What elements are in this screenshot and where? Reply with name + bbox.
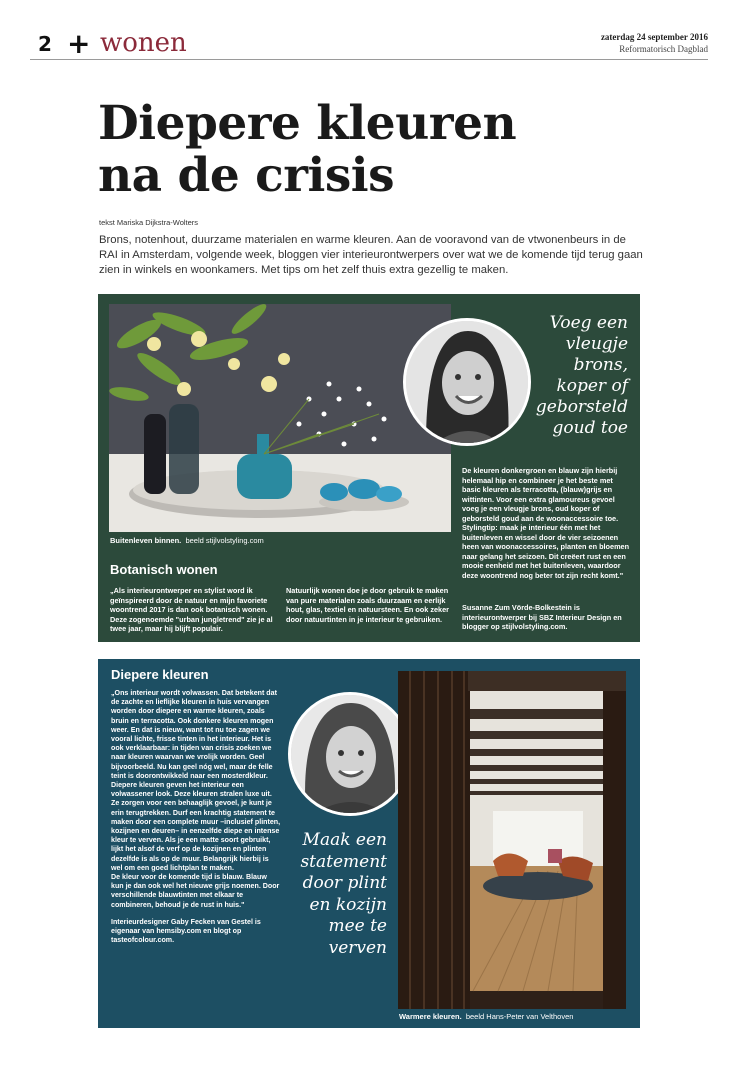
intro-text: Brons, notenhout, duurzame materialen en warme kleuren. Aan de vooravond van de vtwonenbeurs in de RAI in Amsterdam, volgende week, bloggen vier interieurontwerpers over wat we de komende tijd terug gaan zien in winkels en woonkamers. Met tips om het zelf thuis extra gezellig te maken. bbox=[99, 234, 643, 276]
quote-line: Maak een bbox=[302, 830, 387, 850]
interior-photo-image bbox=[398, 671, 626, 1009]
portrait-image bbox=[406, 321, 528, 443]
page-number: 2 bbox=[38, 32, 52, 56]
section-heading-botanisch: Botanisch wonen bbox=[110, 562, 218, 577]
interior-photo bbox=[398, 671, 626, 1009]
quote-line: goud toe bbox=[552, 418, 628, 438]
section-heading-diepere: Diepere kleuren bbox=[111, 667, 209, 682]
headline-line-1: Diepere kleuren bbox=[98, 96, 517, 151]
author-portrait-gaby bbox=[288, 692, 412, 816]
diepere-paragraph-3: De kleur voor de komende tijd is blauw. Blauw kun je dan ook wel het nieuwe grijs noemen. Door verschillende blauwtinten met elkaar te combineren, behoud je de rust in huis." bbox=[111, 873, 280, 909]
botanisch-column-2: Natuurlijk wonen doe je door gebruik te maken van pure materialen zoals duurzaam en eerlijk hout, glas, textiel en natuursteen. En ook zeker door natuurtinten in je interieur te gebruiken. bbox=[286, 586, 450, 624]
botanisch-column-3: De kleuren donkergroen en blauw zijn hierbij helemaal hip en combineer je het beste met basic kleuren als terracotta, (blauw)grijs en wittinten. Voor een extra glamoureus gevoel voeg je een vleugje brons, oud koper of geborsteld goud aan de woonaccessoire toe. Stylingtip: maak je interieur één met het buitenleven en wissel door de vier seizoenen heen van woonaccessoires, planten en bloemen naar gelang het seizoen. Dit creëert rust en een mooie eenheid met het buitenleven, waardoor deze woontrend nog beter tot zijn recht komt." bbox=[462, 466, 630, 580]
photo-credit: beeld stijlvolstyling.com bbox=[185, 536, 264, 545]
quote-line: en kozijn bbox=[309, 894, 387, 915]
diepere-paragraph-2: Diepere kleuren geven het interieur een volwassener look. Deze kleuren stralen luxe uit. Ze zorgen voor een behaaglijk gevoel, je kunt je erin terugtrekken. Durf een krachtig statement te maken door een complete muur –inclusief plinten, kozijnen en deuren– in eenzelfde diepe en intense kleur te verven. Als je een matte soort gebruikt, lijkt het alsof de verf op de kozijnen en plinten dezelfde is als op de muur. Belangrijk hierbij is wel om een goed lichtplan te maken. bbox=[111, 781, 281, 872]
diepere-paragraph-1: „Ons interieur wordt volwassen. Dat betekent dat de zachte en lieflijke kleuren in huis vervangen worden door diepere en warme kleuren, zoals bruin en terracotta. Ook donkere kleuren mogen weer. En dat is nieuw, want tot nu toe zagen we vooral lichte, frisse tinten in het interieur. Het is ook verklaarbaar: in tijden van crisis zoeken we naar kleuren waarvan we vrolijk worden. Geel bijvoorbeeld. Nu kan geel nóg wel, maar de felle teint is doorontwikkeld naar een mosterdkleur. bbox=[111, 689, 277, 780]
issue-date: zaterdag 24 september 2016 bbox=[600, 32, 708, 42]
caption-title: Warmere kleuren. bbox=[399, 1012, 462, 1021]
interior-photo-caption bbox=[399, 1012, 573, 1021]
section-title: wonen bbox=[100, 28, 187, 58]
quote-line: koper of bbox=[556, 376, 628, 396]
diepere-column bbox=[111, 689, 281, 945]
portrait-image bbox=[291, 695, 409, 813]
author-bio-susanne: Susanne Zum Vörde-Bolkestein is interieurontwerper bij SBZ Interieur Design en blogger op stijlvolstyling.com. bbox=[462, 603, 622, 631]
botanical-photo bbox=[109, 304, 451, 532]
author-portrait-susanne bbox=[403, 318, 531, 446]
plus-logo-icon: + bbox=[67, 27, 91, 60]
quote-line: Voeg een bbox=[549, 313, 628, 333]
pull-quote-brons bbox=[520, 313, 628, 439]
pull-quote-statement bbox=[284, 830, 387, 959]
headline-line-2: na de crisis bbox=[98, 148, 395, 203]
quote-line: geborsteld bbox=[535, 397, 628, 417]
caption-title: Buitenleven binnen. bbox=[110, 536, 182, 545]
byline: tekst Mariska Dijkstra-Wolters bbox=[99, 218, 199, 227]
quote-line: verven bbox=[328, 937, 387, 958]
photo-credit: beeld Hans-Peter van Velthoven bbox=[465, 1012, 574, 1021]
article-headline bbox=[98, 98, 658, 202]
quote-line: mee te bbox=[328, 916, 387, 936]
quote-line: vleugje bbox=[565, 334, 628, 354]
botanical-photo-caption bbox=[110, 536, 264, 545]
page-header bbox=[30, 28, 708, 60]
newspaper-name: Reformatorisch Dagblad bbox=[619, 44, 708, 54]
quote-line: door plint bbox=[302, 873, 387, 893]
quote-line: brons, bbox=[573, 355, 628, 375]
quote-line: statement bbox=[300, 851, 387, 872]
botanisch-column-1: „Als interieurontwerper en stylist word ik geïnspireerd door de natuur en mijn favoriete woontrend 2017 is dan ook botanisch wonen. Deze zogenoemde "urban jungletrend" zie je al twee jaar, maar hij blijft populair. bbox=[110, 586, 273, 633]
botanical-photo-image bbox=[109, 304, 451, 532]
author-bio-gaby: Interieurdesigner Gaby Fecken van Gestel is eigenaar van hemsiby.com en blogt op tasteofcolour.com. bbox=[111, 917, 261, 945]
